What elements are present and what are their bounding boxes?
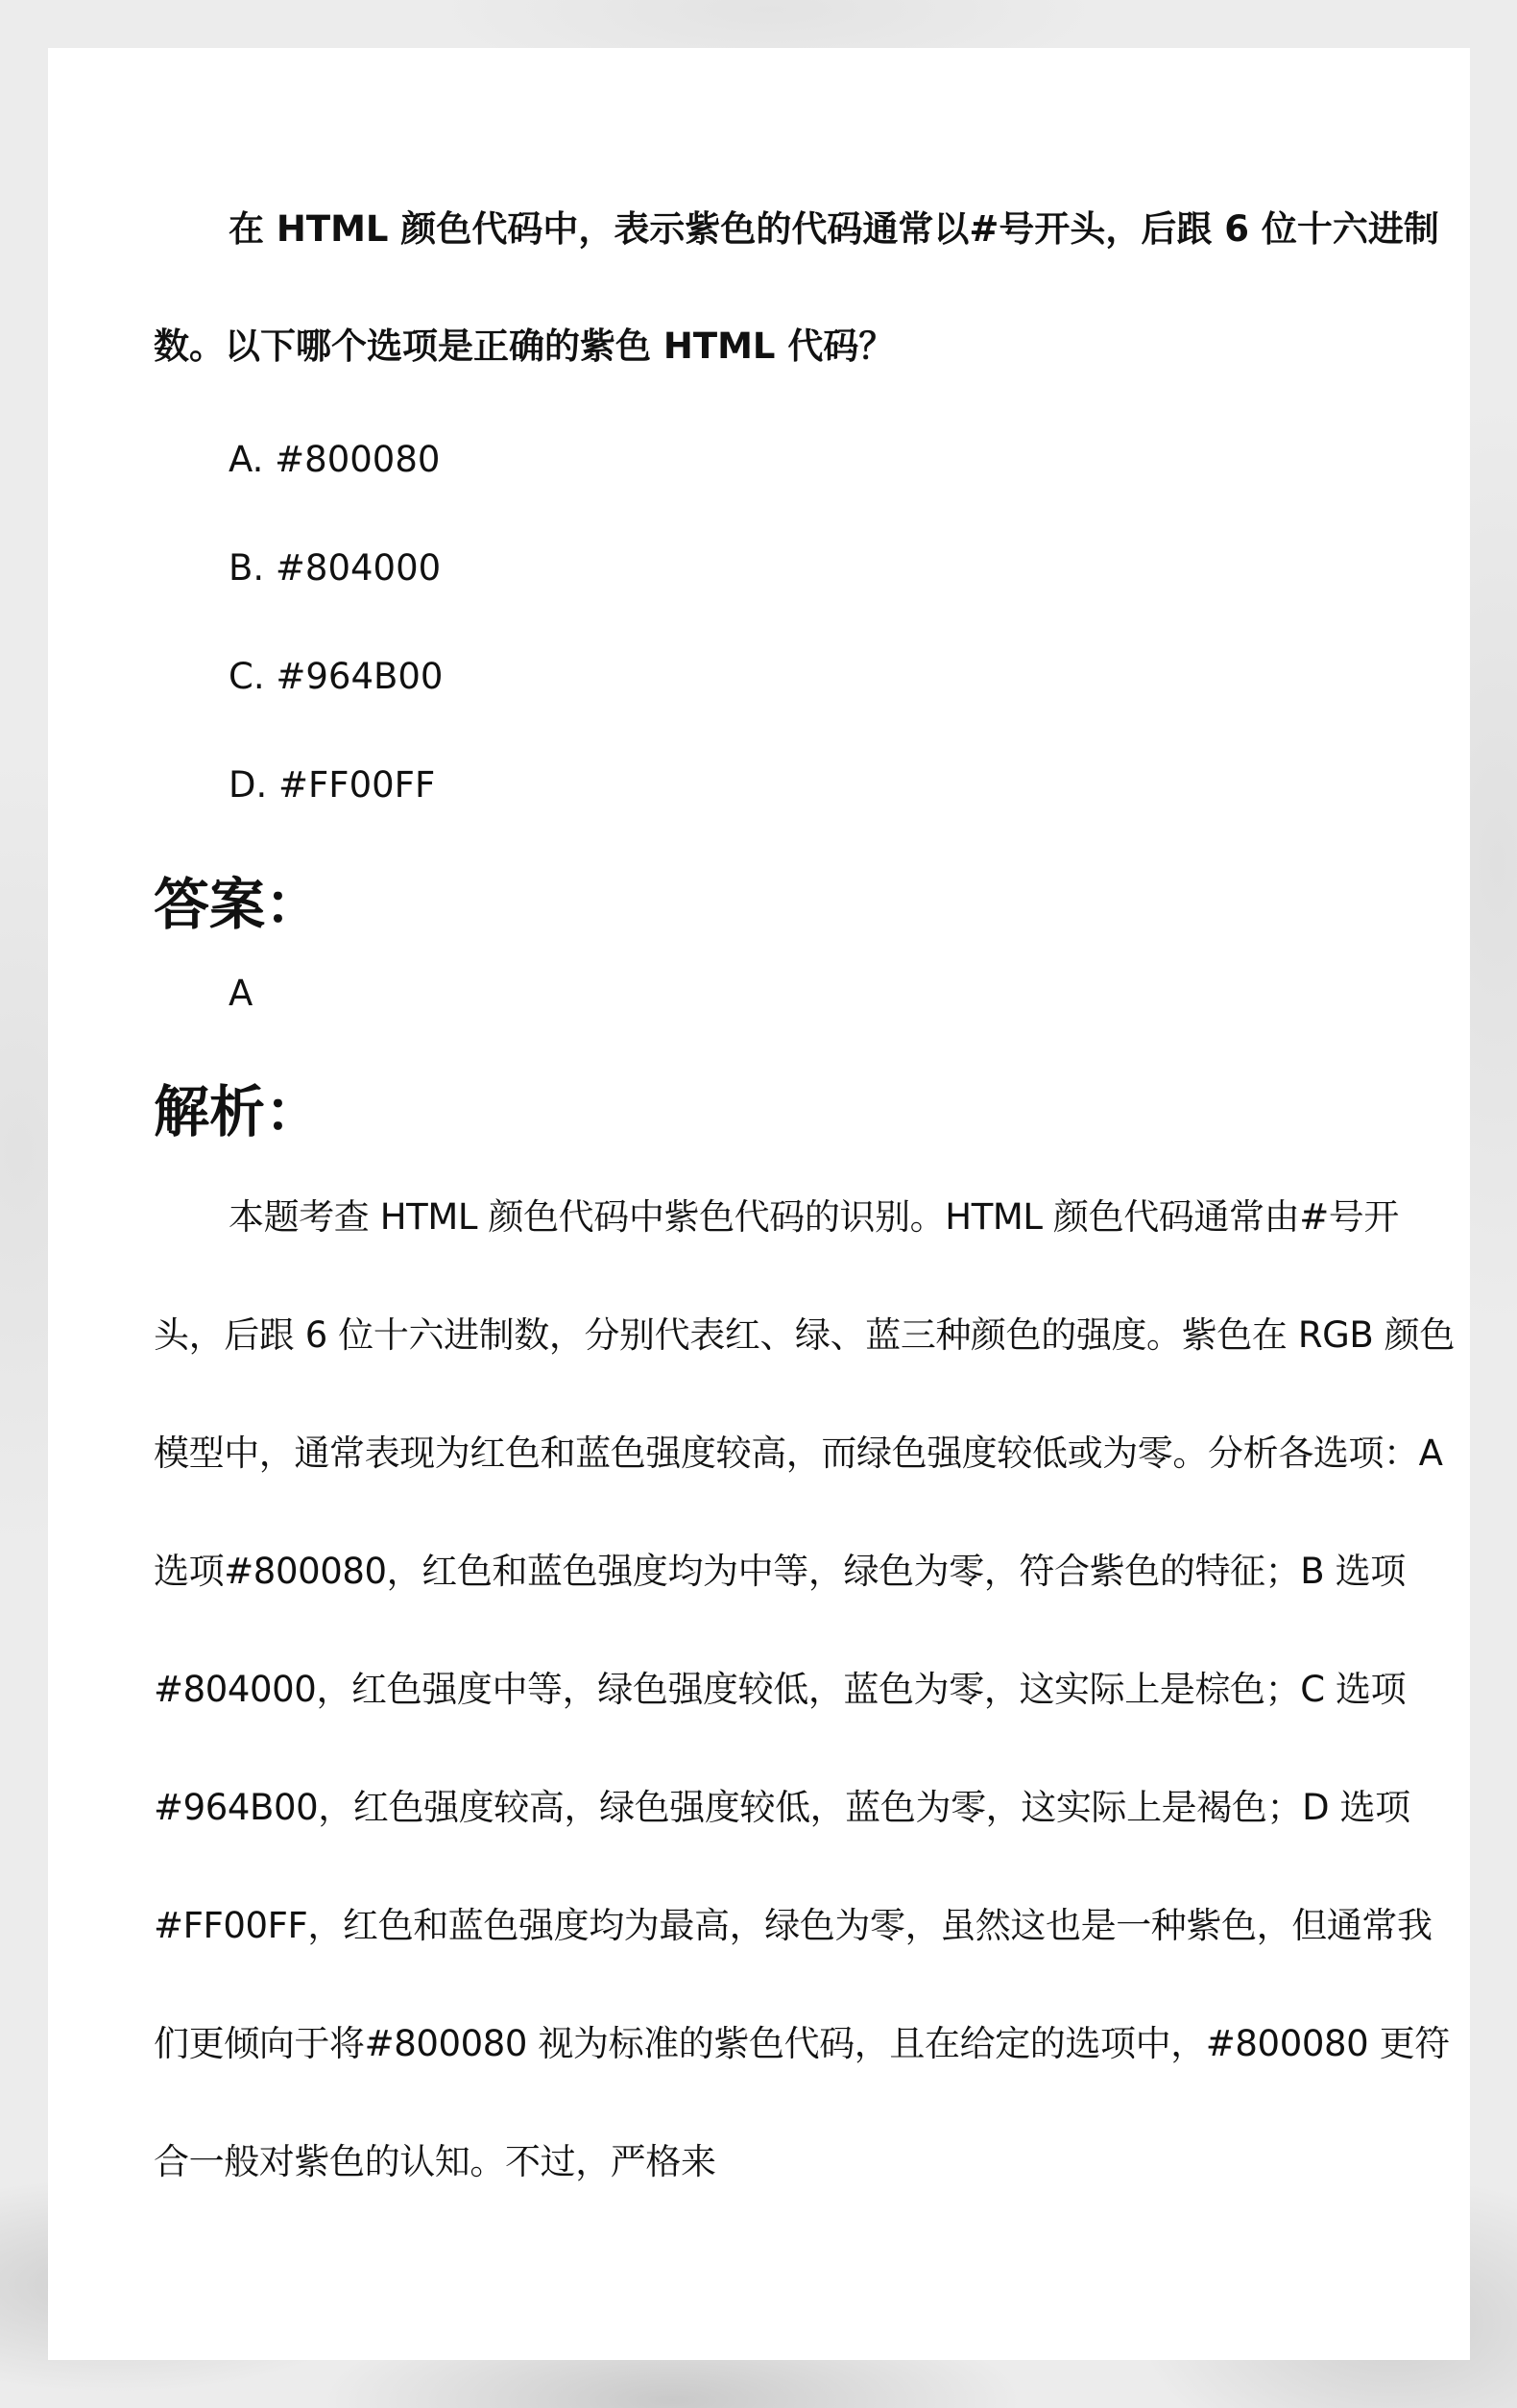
question-text: 在 HTML 颜色代码中，表示紫色的代码通常以#号开头，后跟 6 位十六进制数。以下哪个选项是正确的紫色 HTML 代码？ xyxy=(154,208,1439,367)
option-d: D. #FF00FF xyxy=(229,764,436,806)
analysis-heading: 解析： xyxy=(154,1079,322,1144)
option-c: C. #964B00 xyxy=(229,656,444,697)
option-a: A. #800080 xyxy=(229,439,441,480)
analysis-text: 本题考查 HTML 颜色代码中紫色代码的识别。HTML 颜色代码通常由#号开头，后跟 6 位十六进制数，分别代表红、绿、蓝三种颜色的强度。紫色在 RGB 颜色模型中，通常表现为红色和蓝色强度较高，而绿色强度较低或为零。分析各选项：A 选项#800080，红色和蓝色强度均为中等，绿色为零，符合紫色的特征；B 选项#804000，红色强度中等，绿色强度较低，蓝色为零，这实际上是棕色；C 选项#964B00，红色强度较高，绿色强度较低，蓝色为零，这实际上是褐色；D 选项#FF00FF，红色和蓝色强度均为最高，绿色为零，虽然这也是一种紫色，但通常我们更倾向于将#800080 视为标准的紫色代码，且在给定的选项中，#800080 更符合一般对紫色的认知。不过，严格来 xyxy=(154,1196,1455,2182)
document-page xyxy=(48,48,1470,2360)
document-content xyxy=(154,173,1459,2221)
option-b: B. #804000 xyxy=(229,547,442,589)
answer-text: A xyxy=(229,973,253,1014)
options-list xyxy=(154,405,1459,839)
answer-heading: 答案： xyxy=(154,872,322,937)
